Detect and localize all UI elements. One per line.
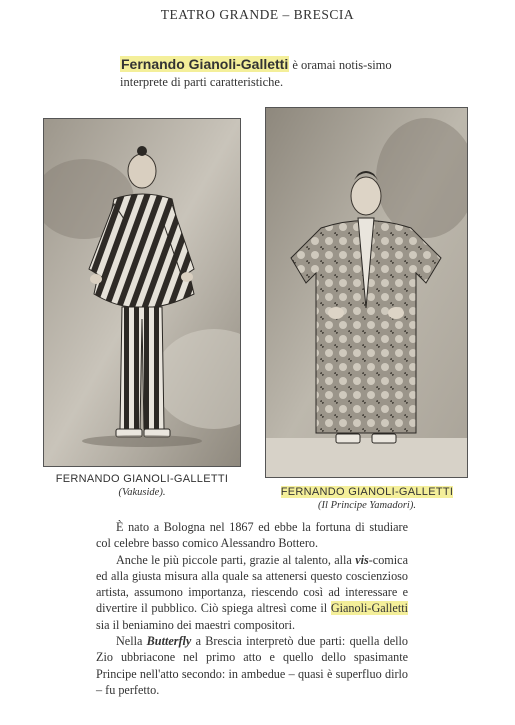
photo-yamadori-illustration — [266, 108, 467, 477]
caption-vakuside — [40, 473, 244, 499]
p3-opera-title: Butterfly — [146, 634, 192, 649]
p2-name-highlight: Gianoli-Galletti — [330, 601, 408, 616]
intro-text: è oramai notis-simo interprete di parti caratteristiche. — [120, 58, 392, 89]
p3-text-a: Nella — [116, 634, 147, 649]
photo-vakuside-illustration — [44, 119, 240, 466]
p2-text-c: sia il beniamino dei maestri compositori. — [96, 617, 296, 632]
body-paragraph-2 — [96, 552, 408, 633]
photo-principe-yamadori — [265, 107, 468, 478]
p2-vis: vis — [355, 552, 369, 567]
caption-right-name-highlight: FERNANDO GIANOLI-GALLETTI — [280, 486, 454, 498]
intro-name-highlight: Fernando Gianoli-Galletti — [121, 56, 289, 72]
photo-vakuside — [43, 118, 241, 467]
caption-right-role: (Il Principe Yamadori). — [318, 500, 416, 511]
p2-text-b: -comica ed alla giusta misura alla quale sa attenersi questo coscienzioso artista, assumono importanza, riescendo così ad interessare e divertire il pubblico. Ciò spiega altresì come il — [96, 552, 408, 616]
caption-right-name — [262, 486, 472, 499]
p2-text-a: Anche le più piccole parti, grazie al talento, alla — [116, 552, 356, 567]
article-body — [96, 519, 408, 698]
page-header: TEATRO GRANDE – BRESCIA — [160, 7, 355, 22]
body-paragraph-1: È nato a Bologna nel 1867 ed ebbe la fortuna di studiare col celebre basso comico Alessandro Bottero. — [96, 520, 408, 551]
caption-principe-yamadori — [262, 486, 472, 512]
caption-left-name: FERNANDO GIANOLI-GALLETTI — [55, 473, 229, 485]
p3-text-b: a Brescia interpretò due parti: quella dello Zio ubbriacone nel primo atto e quello dello spasimante Principe nell'atto secondo: in ambedue – quasi è superfluo dirlo – fu perfetto. — [96, 634, 408, 697]
body-paragraph-3 — [96, 633, 408, 698]
intro-paragraph — [120, 56, 410, 91]
caption-left-role: (Vakuside). — [118, 487, 166, 498]
